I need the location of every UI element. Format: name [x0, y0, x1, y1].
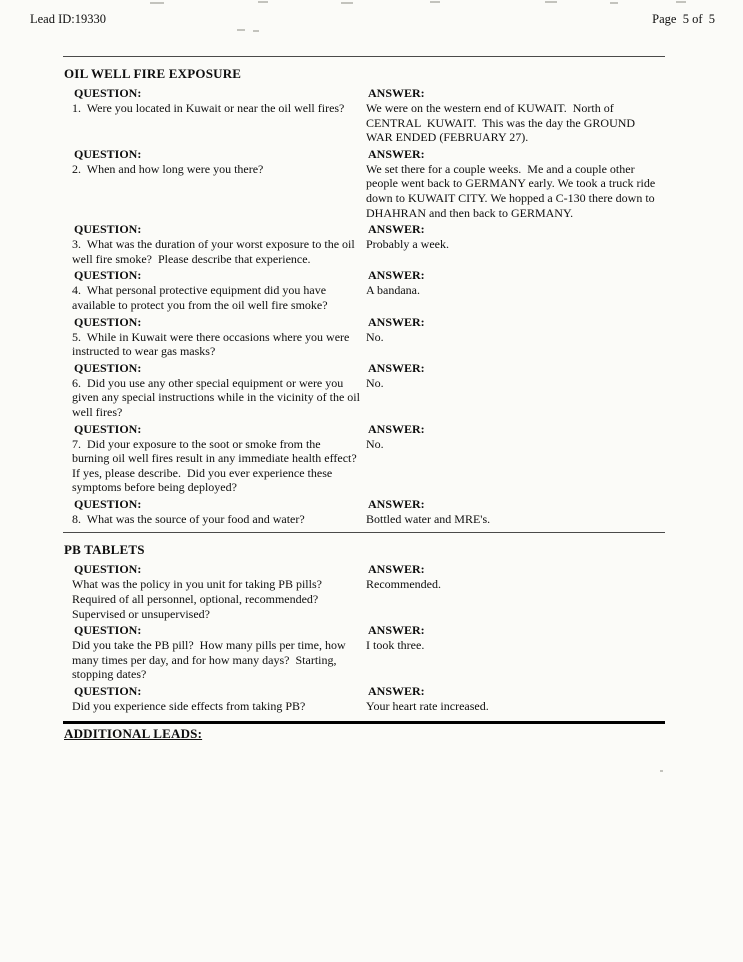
answer-label: ANSWER:: [368, 360, 425, 375]
answer-text: Bottled water and MRE's.: [366, 511, 491, 526]
qa-label-row: [63, 315, 665, 330]
scan-artifact: [150, 2, 164, 4]
qa-label-row: [63, 147, 665, 162]
qa-label-row: [63, 684, 665, 699]
answer-label: ANSWER:: [368, 146, 425, 161]
answer-text: Recommended.: [366, 577, 441, 592]
qa-item: [63, 86, 665, 145]
qa-item: [63, 623, 665, 682]
question-label: QUESTION:: [74, 222, 142, 237]
answer-label: ANSWER:: [368, 222, 425, 237]
question-text: 4. What personal protective equipment did you have available to protect you from the oil well fire smoke?: [72, 283, 330, 312]
scan-artifact: [258, 1, 268, 3]
qa-item: [63, 268, 665, 312]
qa-label-row: [63, 497, 665, 512]
scan-artifact: [660, 770, 663, 772]
header-divider: [63, 56, 665, 57]
question-text: 3. What was the duration of your worst exposure to the oil well fire smoke? Please describe that experience.: [72, 237, 358, 266]
qa-label-row: [63, 623, 665, 638]
answer-text: We were on the western end of KUWAIT. North of CENTRAL KUWAIT. This was the day the GROUND WAR ENDED (FEBRUARY 27).: [366, 101, 638, 145]
answer-text: No.: [366, 329, 384, 344]
qa-item: [63, 497, 665, 527]
question-text: 8. What was the source of your food and water?: [72, 511, 305, 526]
qa-item: [63, 222, 665, 266]
qa-text-row: [63, 577, 665, 621]
qa-text-row: [63, 101, 665, 145]
answer-label: ANSWER:: [368, 421, 425, 436]
qa-text-row: [63, 512, 665, 527]
answer-label: ANSWER:: [368, 623, 425, 638]
question-label: QUESTION:: [74, 421, 142, 436]
question-text: Did you experience side effects from taking PB?: [72, 699, 306, 714]
scan-artifact: [237, 29, 245, 31]
document-header: [30, 12, 715, 27]
question-text: 5. While in Kuwait were there occasions where you were instructed to wear gas masks?: [72, 329, 353, 359]
scan-artifact: [545, 1, 557, 3]
qa-item: [63, 361, 665, 420]
qa-text-row: [63, 437, 665, 495]
question-text: 7. Did your exposure to the soot or smoke from the burning oil well fires result in any immediate health effect? If yes, please describe. Did you ever experience these symptoms before being deployed?: [72, 436, 360, 495]
qa-text-row: [63, 162, 665, 220]
section-title-pb-tablets: PB TABLETS: [64, 542, 145, 558]
scan-artifact: [610, 2, 618, 4]
qa-text-row: [63, 237, 665, 266]
qa-item: [63, 147, 665, 220]
answer-label: ANSWER:: [368, 684, 425, 699]
qa-text-row: [63, 638, 665, 682]
question-label: QUESTION:: [74, 562, 142, 577]
scan-artifact: [253, 30, 259, 32]
question-label: QUESTION:: [74, 360, 142, 375]
footer-divider: [63, 721, 665, 724]
question-label: QUESTION:: [74, 684, 142, 699]
answer-label: ANSWER:: [368, 86, 425, 100]
scan-artifact: [430, 1, 440, 3]
question-label: QUESTION:: [74, 268, 142, 283]
answer-text: We set there for a couple weeks. Me and a couple other people went back to GERMANY early. We took a truck ride down to KUWAIT CITY. We hopped a C-130 there down to DHAHRAN and then back to GERMANY.: [366, 161, 659, 220]
document-body: [63, 56, 665, 742]
question-text: 6. Did you use any other special equipment or were you given any special instructions while in the vicinity of the oil well fires?: [72, 375, 363, 419]
answer-text: I took three.: [366, 638, 425, 653]
scan-artifact: [676, 1, 686, 3]
additional-leads-heading: ADDITIONAL LEADS:: [64, 725, 203, 741]
lead-id: Lead ID:19330: [30, 12, 107, 26]
qa-item: [63, 684, 665, 714]
question-label: QUESTION:: [74, 314, 142, 329]
qa-item: [63, 562, 665, 621]
page-number: Page 5 of 5: [652, 12, 715, 26]
qa-text-row: [63, 699, 665, 714]
question-text: Did you take the PB pill? How many pills per time, how many times per day, and for how many days? Starting, stopping dates?: [72, 638, 349, 682]
question-label: QUESTION:: [74, 146, 142, 161]
qa-text-row: [63, 283, 665, 312]
answer-text: No.: [366, 436, 384, 451]
qa-text-row: [63, 376, 665, 420]
section-divider: [63, 532, 665, 533]
question-label: QUESTION:: [74, 86, 142, 100]
qa-label-row: [63, 562, 665, 577]
question-label: QUESTION:: [74, 496, 142, 511]
qa-label-row: [63, 86, 665, 101]
answer-text: A bandana.: [366, 283, 420, 298]
question-text: 1. Were you located in Kuwait or near the oil well fires?: [72, 101, 345, 115]
qa-text-row: [63, 330, 665, 359]
answer-label: ANSWER:: [368, 314, 425, 329]
answer-label: ANSWER:: [368, 562, 425, 577]
qa-label-row: [63, 361, 665, 376]
question-label: QUESTION:: [74, 623, 142, 638]
question-text: 2. When and how long were you there?: [72, 161, 264, 176]
qa-label-row: [63, 422, 665, 437]
answer-text: Probably a week.: [366, 237, 449, 252]
qa-item: [63, 422, 665, 495]
answer-label: ANSWER:: [368, 268, 425, 283]
qa-label-row: [63, 268, 665, 283]
answer-text: No.: [366, 375, 384, 390]
question-text: What was the policy in you unit for taking PB pills? Required of all personnel, optional, recommended? Supervised or unsupervised?: [72, 577, 325, 621]
answer-text: Your heart rate increased.: [366, 699, 489, 714]
qa-label-row: [63, 222, 665, 237]
scan-artifact: [341, 2, 353, 4]
qa-item: [63, 315, 665, 359]
section-title-oil-well-fire-exposure: OIL WELL FIRE EXPOSURE: [64, 66, 242, 81]
answer-label: ANSWER:: [368, 496, 425, 511]
